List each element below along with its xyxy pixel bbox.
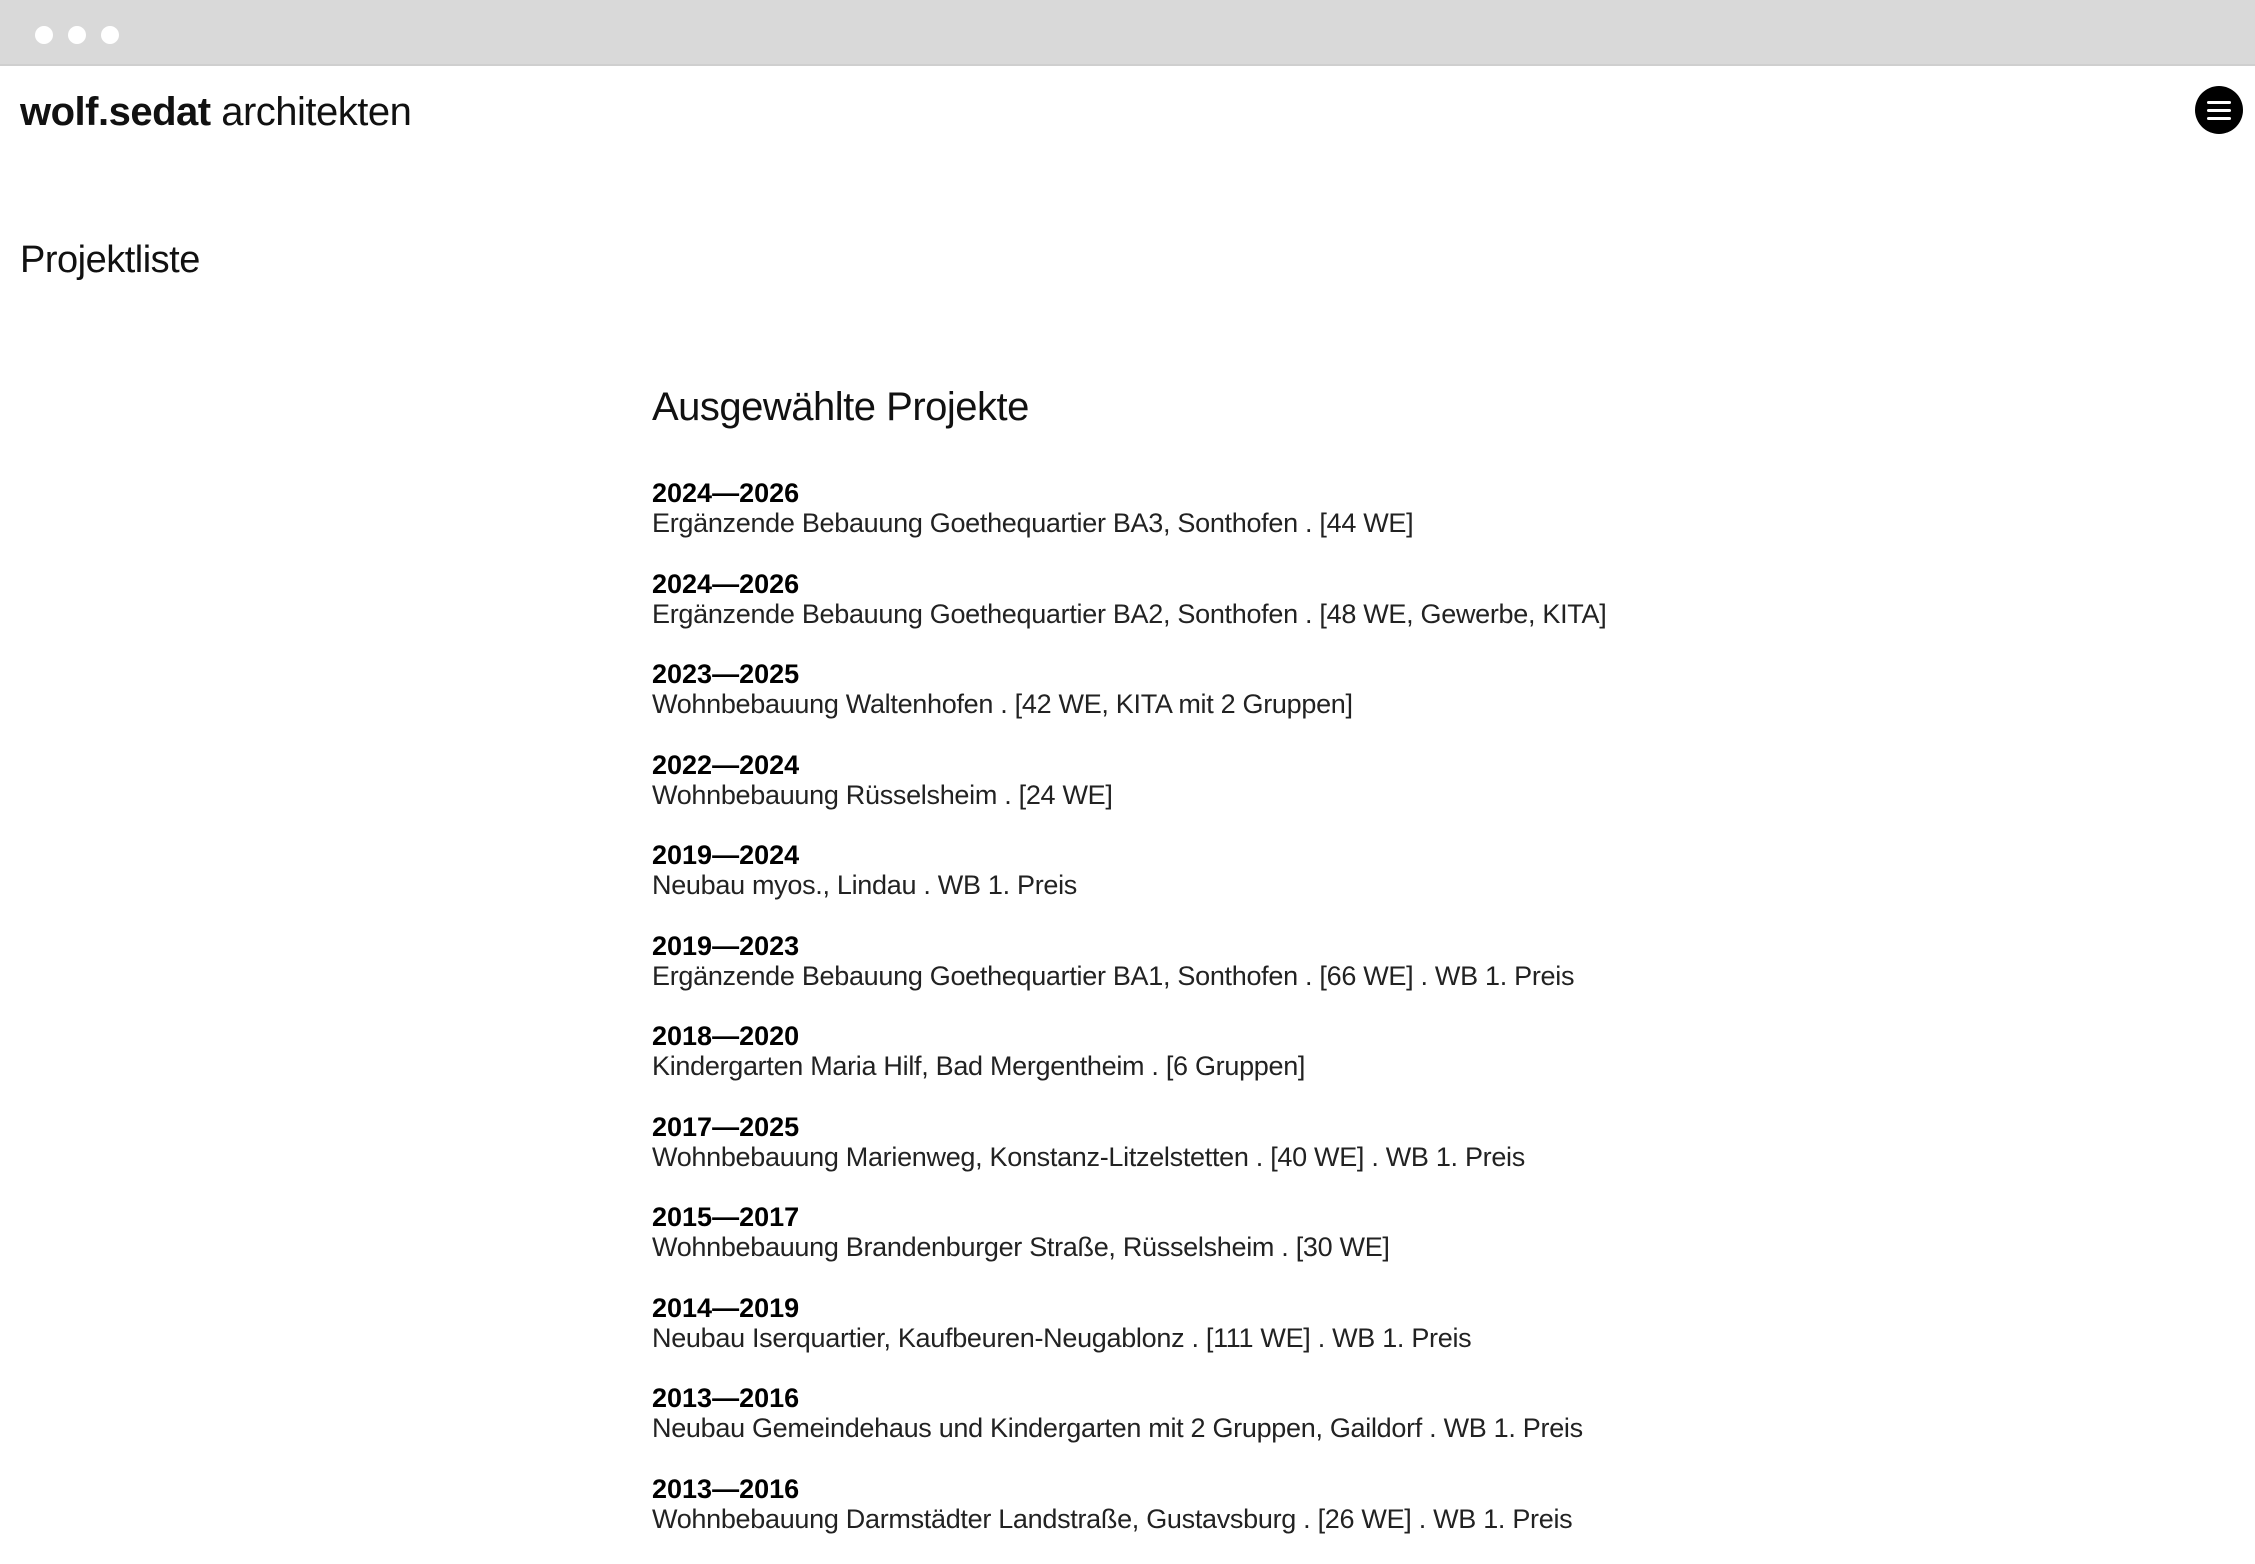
project-years: 2024—2026 [652, 478, 1852, 508]
project-description: Neubau Gemeindehaus und Kindergarten mit 2 Gruppen, Gaildorf . WB 1. Preis [652, 1413, 1852, 1444]
project-description: Ergänzende Bebauung Goethequartier BA2, Sonthofen . [48 WE, Gewerbe, KITA] [652, 599, 1852, 630]
project-item[interactable] [652, 750, 1852, 841]
project-years: 2024—2026 [652, 569, 1852, 599]
project-item[interactable] [652, 1474, 1852, 1564]
project-years: 2019—2023 [652, 931, 1852, 961]
project-years: 2013—2016 [652, 1383, 1852, 1413]
site-logo[interactable] [20, 86, 411, 138]
project-description: Wohnbebauung Brandenburger Straße, Rüsselsheim . [30 WE] [652, 1232, 1852, 1263]
section-title: Ausgewählte Projekte [652, 382, 1029, 432]
project-item[interactable] [652, 931, 1852, 1022]
project-item[interactable] [652, 1383, 1852, 1474]
page-title: Projektliste [20, 236, 200, 284]
project-description: Ergänzende Bebauung Goethequartier BA3, Sonthofen . [44 WE] [652, 508, 1852, 539]
project-years: 2013—2016 [652, 1474, 1852, 1504]
browser-title-bar [0, 0, 2255, 66]
project-years: 2017—2025 [652, 1112, 1852, 1142]
project-item[interactable] [652, 1202, 1852, 1293]
window-close-dot[interactable] [35, 26, 53, 44]
project-item[interactable] [652, 569, 1852, 660]
project-item[interactable] [652, 1021, 1852, 1112]
project-years: 2022—2024 [652, 750, 1852, 780]
project-description: Ergänzende Bebauung Goethequartier BA1, Sonthofen . [66 WE] . WB 1. Preis [652, 961, 1852, 992]
project-description: Kindergarten Maria Hilf, Bad Mergentheim . [6 Gruppen] [652, 1051, 1852, 1082]
project-item[interactable] [652, 840, 1852, 931]
project-years: 2019—2024 [652, 840, 1852, 870]
window-minimize-dot[interactable] [68, 26, 86, 44]
project-description: Wohnbebauung Darmstädter Landstraße, Gustavsburg . [26 WE] . WB 1. Preis [652, 1504, 1852, 1535]
project-years: 2018—2020 [652, 1021, 1852, 1051]
project-description: Wohnbebauung Marienweg, Konstanz-Litzelstetten . [40 WE] . WB 1. Preis [652, 1142, 1852, 1173]
project-description: Wohnbebauung Waltenhofen . [42 WE, KITA mit 2 Gruppen] [652, 689, 1852, 720]
hamburger-menu-button[interactable] [2195, 86, 2243, 134]
window-maximize-dot[interactable] [101, 26, 119, 44]
project-years: 2023—2025 [652, 659, 1852, 689]
project-item[interactable] [652, 478, 1852, 569]
project-item[interactable] [652, 1293, 1852, 1384]
project-description: Neubau myos., Lindau . WB 1. Preis [652, 870, 1852, 901]
project-item[interactable] [652, 1112, 1852, 1203]
project-years: 2015—2017 [652, 1202, 1852, 1232]
logo-bold-text: wolf.sedat [20, 90, 211, 134]
project-years: 2014—2019 [652, 1293, 1852, 1323]
logo-light-text: architekten [221, 90, 411, 134]
project-description: Neubau Iserquartier, Kaufbeuren-Neugablonz . [111 WE] . WB 1. Preis [652, 1323, 1852, 1354]
project-item[interactable] [652, 659, 1852, 750]
project-list [652, 478, 1852, 1564]
project-description: Wohnbebauung Rüsselsheim . [24 WE] [652, 780, 1852, 811]
